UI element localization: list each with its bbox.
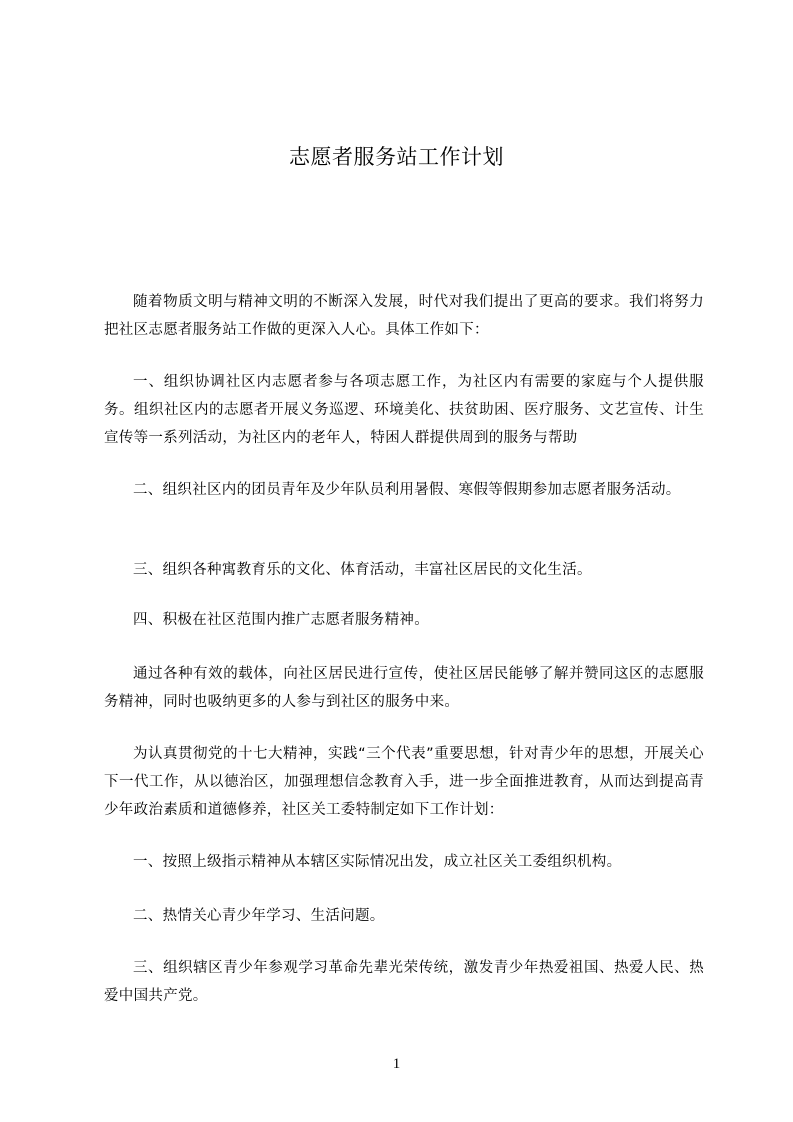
paragraph-item-4: 四、积极在社区范围内推广志愿者服务精神。	[133, 612, 429, 628]
page-number: 1	[392, 1056, 401, 1072]
paragraph-plan-3: 三、组织辖区青少年参观学习革命先辈光荣传统，激发青少年热爱祖国、热爱人民、热爱中国共产党。	[104, 960, 704, 1004]
paragraph-publicity: 通过各种有效的载体，向社区居民进行宣传，使社区居民能够了解并赞同这区的志愿服务精神，同时也吸纳更多的人参与到社区的服务中来。	[104, 666, 704, 710]
paragraph-item-1: 一、组织协调社区内志愿者参与各项志愿工作，为社区内有需要的家庭与个人提供服务。组织社区内的志愿者开展义务巡逻、环境美化、扶贫助困、医疗服务、文艺宣传、计生宣传等一系列活动，为社区内的老年人，特困人群提供周到的服务与帮助	[104, 374, 704, 446]
paragraph-intro: 随着物质文明与精神文明的不断深入发展，时代对我们提出了更高的要求。我们将努力把社区志愿者服务站工作做的更深入人心。具体工作如下：	[104, 294, 704, 338]
paragraph-youth-intro: 为认真贯彻党的十七大精神，实践“三个代表”重要思想，针对青少年的思想，开展关心下一代工作，从以德治区，加强理想信念教育入手，进一步全面推进教育，从而达到提高青少年政治素质和道德修养，社区关工委特制定如下工作计划：	[104, 746, 704, 818]
document-title: 志愿者服务站工作计划	[289, 145, 504, 169]
paragraph-item-3: 三、组织各种寓教育乐的文化、体育活动，丰富社区居民的文化生活。	[133, 562, 592, 578]
paragraph-plan-2: 二、热情关心青少年学习、生活问题。	[133, 908, 385, 924]
paragraph-item-2: 二、组织社区内的团员青年及少年队员利用暑假、寒假等假期参加志愿者服务活动。	[133, 482, 681, 498]
paragraph-plan-1: 一、按照上级指示精神从本辖区实际情况出发，成立社区关工委组织机构。	[133, 854, 622, 870]
